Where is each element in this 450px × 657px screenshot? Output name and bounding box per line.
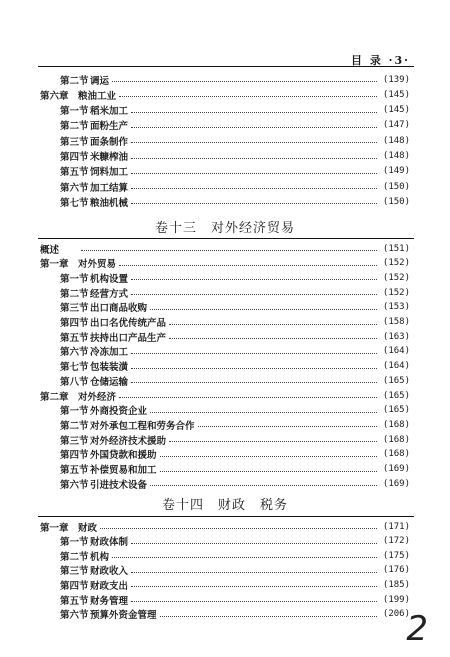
toc-page-number: (152) bbox=[382, 272, 410, 283]
toc-page-number: (185) bbox=[382, 579, 410, 590]
toc-entry-number: 第五节 bbox=[60, 595, 89, 607]
toc-entry-number: 第六节 bbox=[60, 479, 89, 491]
toc-entry-label bbox=[40, 164, 128, 178]
dot-leader bbox=[150, 309, 377, 310]
dot-leader bbox=[150, 412, 377, 413]
toc-entry-title: 粮油机械 bbox=[90, 197, 129, 209]
toc-section-row bbox=[40, 535, 410, 548]
toc-entry-label bbox=[40, 477, 147, 491]
toc-page-number: (153) bbox=[382, 302, 410, 313]
toc-entry-number: 第一章 bbox=[40, 259, 69, 271]
toc-entry-title: 加工结算 bbox=[90, 182, 129, 194]
toc-entry-title: 预算外资金管理 bbox=[90, 610, 157, 622]
volume-13-title: 卷十三 对外经济贸易 bbox=[154, 221, 295, 236]
toc-entry-number: 第二节 bbox=[60, 420, 89, 432]
dot-leader bbox=[131, 279, 377, 280]
toc-entry-title: 仓储运输 bbox=[90, 376, 129, 388]
toc-entry-title: 机构 bbox=[90, 551, 110, 563]
toc-section-row bbox=[40, 404, 410, 417]
toc-page-number: (169) bbox=[382, 464, 410, 474]
dot-leader bbox=[131, 368, 377, 369]
toc-entry-number: 第一节 bbox=[60, 273, 89, 285]
toc-entry-title: 出口商品收购 bbox=[90, 303, 148, 315]
toc-entry-label bbox=[40, 149, 128, 163]
toc-section-row bbox=[40, 73, 410, 86]
toc-page-number: (158) bbox=[382, 317, 410, 327]
dot-leader bbox=[119, 96, 377, 97]
dot-leader bbox=[131, 127, 377, 128]
toc-page-number: (168) bbox=[382, 434, 410, 445]
toc-section-row bbox=[40, 463, 410, 476]
toc-entry-label bbox=[40, 300, 147, 314]
toc-entry-title: 扶持出口产品生产 bbox=[90, 332, 167, 344]
toc-section-row bbox=[40, 271, 410, 284]
toc-section-row bbox=[40, 433, 410, 446]
dot-leader bbox=[131, 203, 377, 204]
toc-page-number: (168) bbox=[382, 419, 410, 430]
dot-leader bbox=[160, 616, 377, 617]
toc-page-number: (148) bbox=[382, 135, 410, 146]
toc-section-row bbox=[40, 360, 410, 373]
toc-entry-title: 对外贸易 bbox=[78, 259, 117, 271]
toc-entry-number: 第四节 bbox=[60, 152, 89, 163]
toc-chapter-row bbox=[40, 257, 410, 270]
toc-chapter-row bbox=[40, 520, 410, 533]
toc-page-number: (163) bbox=[382, 331, 410, 342]
toc-entry-label bbox=[40, 118, 128, 132]
toc-section-row bbox=[40, 316, 410, 329]
toc-page-number: (169) bbox=[382, 478, 410, 489]
toc-entry-title: 饲料加工 bbox=[90, 167, 129, 179]
toc-page-number: (145) bbox=[382, 105, 410, 116]
toc-page-number: (165) bbox=[382, 390, 410, 401]
toc-entry-title: 对外经济 bbox=[78, 391, 117, 403]
toc-section-row bbox=[40, 593, 410, 606]
toc-entry-title: 出口名优传统产品 bbox=[90, 318, 167, 329]
toc-entry-label bbox=[40, 403, 147, 417]
toc-section-row bbox=[40, 477, 410, 490]
toc-entry-title: 财政体制 bbox=[90, 537, 129, 549]
dot-leader bbox=[131, 294, 377, 295]
toc-chapter-row bbox=[40, 242, 410, 255]
toc-section-row bbox=[40, 330, 410, 343]
toc-page-number: (165) bbox=[382, 405, 410, 416]
toc-entry-number: 第一章 bbox=[40, 522, 69, 534]
toc-entry-title: 财政 bbox=[78, 522, 98, 534]
dot-leader bbox=[81, 250, 377, 251]
toc-entry-number: 第七节 bbox=[60, 362, 89, 374]
toc-entry-number: 第八节 bbox=[60, 376, 89, 388]
handwritten-page-mark: 2 bbox=[406, 609, 428, 649]
toc-entry-title: 财政收入 bbox=[90, 566, 129, 578]
toc-entry-title: 包装装潢 bbox=[90, 362, 129, 374]
toc-page-number: (165) bbox=[382, 375, 410, 386]
toc-entry-title: 外商投资企业 bbox=[90, 406, 148, 418]
toc-page-number: (206) bbox=[382, 609, 410, 620]
toc-entry-title: 面粉生产 bbox=[90, 121, 129, 133]
toc-entry-number: 第六章 bbox=[40, 90, 69, 102]
toc-entry-title: 面条制作 bbox=[90, 136, 129, 148]
toc-entry-title: 对外经济技术援助 bbox=[90, 435, 167, 447]
toc-entry-title: 经营方式 bbox=[90, 288, 129, 300]
dot-leader bbox=[160, 471, 377, 472]
toc-entry-number: 第二节 bbox=[60, 288, 89, 300]
toc-entry-label bbox=[40, 389, 116, 403]
toc-entry-title: 机构设置 bbox=[90, 273, 129, 285]
toc-section-row bbox=[40, 119, 410, 132]
toc-entry-label bbox=[40, 593, 128, 607]
volume-13-rule bbox=[38, 238, 414, 239]
toc-entry-label bbox=[40, 180, 128, 194]
toc-entry-number: 第五节 bbox=[60, 465, 89, 476]
toc-chapter-row bbox=[40, 389, 410, 402]
toc-page-number: (148) bbox=[382, 151, 410, 161]
toc-entry-number: 第二章 bbox=[40, 391, 69, 403]
toc-entry-title: 外国贷款和援助 bbox=[90, 450, 157, 462]
toc-section-row bbox=[40, 150, 410, 163]
toc-entry-label bbox=[40, 447, 157, 461]
dot-leader bbox=[169, 338, 377, 339]
dot-leader bbox=[131, 543, 377, 544]
toc-section-row bbox=[40, 345, 410, 358]
toc-page-number: (147) bbox=[382, 120, 410, 131]
toc-entry-number: 第三节 bbox=[60, 303, 89, 315]
toc-page-number: (151) bbox=[382, 243, 410, 254]
dot-leader bbox=[131, 353, 377, 354]
toc-page-number: (175) bbox=[382, 550, 410, 561]
toc-page-number: (168) bbox=[382, 449, 410, 460]
volume-14-rule bbox=[38, 516, 414, 517]
toc-entry-label bbox=[40, 271, 128, 285]
toc-section-row bbox=[40, 104, 410, 117]
toc-page-number: (150) bbox=[382, 181, 410, 192]
toc-section-row bbox=[40, 549, 410, 562]
toc-page-number: (176) bbox=[382, 565, 410, 576]
toc-section-row bbox=[40, 608, 410, 621]
toc-entry-number: 第五节 bbox=[60, 332, 89, 344]
toc-entry-title: 引进技术设备 bbox=[90, 479, 148, 491]
toc-section-row bbox=[40, 374, 410, 387]
toc-entry-title: 财务管理 bbox=[90, 595, 129, 607]
toc-entry-label bbox=[40, 286, 128, 300]
toc-section-row bbox=[40, 578, 410, 591]
toc-entry-number: 第七节 bbox=[60, 197, 89, 209]
toc-entry-number: 第六节 bbox=[60, 182, 89, 194]
toc-entry-label bbox=[40, 578, 128, 592]
toc-entry-title: 调运 bbox=[90, 75, 110, 87]
toc-entry-label bbox=[40, 103, 128, 117]
toc-entry-title: 财政支出 bbox=[90, 580, 129, 592]
toc-page-number: (164) bbox=[382, 346, 410, 357]
toc-entry-title: 稻米加工 bbox=[90, 106, 129, 118]
toc-section-row bbox=[40, 195, 410, 208]
toc-entry-number: 第六节 bbox=[60, 610, 89, 622]
toc-entry-label bbox=[40, 374, 128, 388]
toc-entry-title: 粮油工业 bbox=[78, 90, 117, 102]
toc-page-number: (152) bbox=[382, 287, 410, 298]
toc-page-number: (171) bbox=[382, 521, 410, 532]
dot-leader bbox=[131, 173, 377, 174]
dot-leader bbox=[119, 397, 377, 398]
toc-entry-number: 概述 bbox=[40, 244, 60, 256]
dot-leader bbox=[131, 601, 377, 602]
toc-section-row bbox=[40, 301, 410, 314]
toc-page-number: (149) bbox=[382, 166, 410, 177]
dot-leader bbox=[150, 485, 377, 486]
volume-14-title: 卷十四 财政 税务 bbox=[161, 498, 288, 513]
dot-leader bbox=[169, 324, 377, 325]
toc-page-number: (150) bbox=[382, 196, 410, 207]
toc-page-number: (164) bbox=[382, 361, 410, 372]
dot-leader bbox=[112, 557, 377, 558]
toc-entry-label bbox=[40, 88, 116, 102]
toc-page-number: (199) bbox=[382, 594, 410, 605]
toc-section-row bbox=[40, 165, 410, 178]
dot-leader bbox=[131, 586, 377, 587]
toc-entry-label bbox=[40, 330, 166, 344]
toc-entry-number: 第四节 bbox=[60, 450, 89, 462]
toc-entry-label bbox=[40, 534, 128, 548]
dot-leader bbox=[198, 426, 377, 427]
running-header: 目 录 ·3· bbox=[351, 54, 410, 67]
toc-section-row bbox=[40, 418, 410, 431]
toc-chapter-row bbox=[40, 88, 410, 101]
toc-entry-title: 冷冻加工 bbox=[90, 347, 129, 359]
dot-leader bbox=[131, 572, 377, 573]
toc-entry-number: 第三节 bbox=[60, 435, 89, 447]
header-rule bbox=[38, 66, 414, 67]
toc-entry-number: 第一节 bbox=[60, 537, 89, 549]
toc-entry-label bbox=[40, 462, 157, 476]
toc-entry-number: 第四节 bbox=[60, 318, 89, 329]
toc-page-number: (139) bbox=[382, 74, 410, 85]
dot-leader bbox=[131, 158, 377, 159]
toc-page-number: (172) bbox=[382, 536, 410, 547]
toc-entry-title: 米糠榨油 bbox=[90, 152, 129, 163]
toc-section-row bbox=[40, 564, 410, 577]
toc-entry-number: 第三节 bbox=[60, 136, 89, 148]
toc-entry-label bbox=[40, 607, 157, 621]
dot-leader bbox=[160, 456, 377, 457]
toc-page-number: (145) bbox=[382, 89, 410, 100]
toc-entry-label bbox=[40, 520, 97, 534]
toc-entry-number: 第五节 bbox=[60, 167, 89, 179]
toc-page-number: (152) bbox=[382, 258, 410, 269]
toc-entry-number: 第二节 bbox=[60, 551, 89, 563]
toc-entry-label bbox=[40, 315, 166, 329]
toc-entry-label bbox=[40, 242, 78, 256]
dot-leader bbox=[169, 441, 377, 442]
dot-leader bbox=[131, 142, 377, 143]
dot-leader bbox=[131, 112, 377, 113]
toc-section-row bbox=[40, 286, 410, 299]
toc-entry-label bbox=[40, 344, 128, 358]
toc-entry-title: 对外承包工程和劳务合作 bbox=[90, 420, 195, 432]
toc-entry-number: 第二节 bbox=[60, 75, 89, 87]
toc-section-row bbox=[40, 134, 410, 147]
dot-leader bbox=[100, 528, 377, 529]
toc-entry-number: 第六节 bbox=[60, 347, 89, 359]
toc-entry-label bbox=[40, 359, 128, 373]
toc-section-row bbox=[40, 180, 410, 193]
dot-leader bbox=[131, 188, 377, 189]
toc-entry-number: 第三节 bbox=[60, 566, 89, 578]
toc-entry-label bbox=[40, 195, 128, 209]
toc-entry-label bbox=[40, 418, 195, 432]
toc-entry-number: 第一节 bbox=[60, 106, 89, 118]
toc-entry-label bbox=[40, 134, 128, 148]
toc-entry-label bbox=[40, 549, 109, 563]
toc-entry-number: 第一节 bbox=[60, 406, 89, 418]
toc-entry-label bbox=[40, 563, 128, 577]
toc-entry-label bbox=[40, 73, 109, 87]
dot-leader bbox=[119, 265, 377, 266]
dot-leader bbox=[112, 81, 377, 82]
toc-entry-label bbox=[40, 433, 166, 447]
toc-section-row bbox=[40, 448, 410, 461]
dot-leader bbox=[131, 382, 377, 383]
toc-entry-number: 第二节 bbox=[60, 121, 89, 133]
toc-entry-label bbox=[40, 256, 116, 270]
toc-entry-title: 补偿贸易和加工 bbox=[90, 465, 157, 476]
toc-entry-number: 第四节 bbox=[60, 580, 89, 592]
